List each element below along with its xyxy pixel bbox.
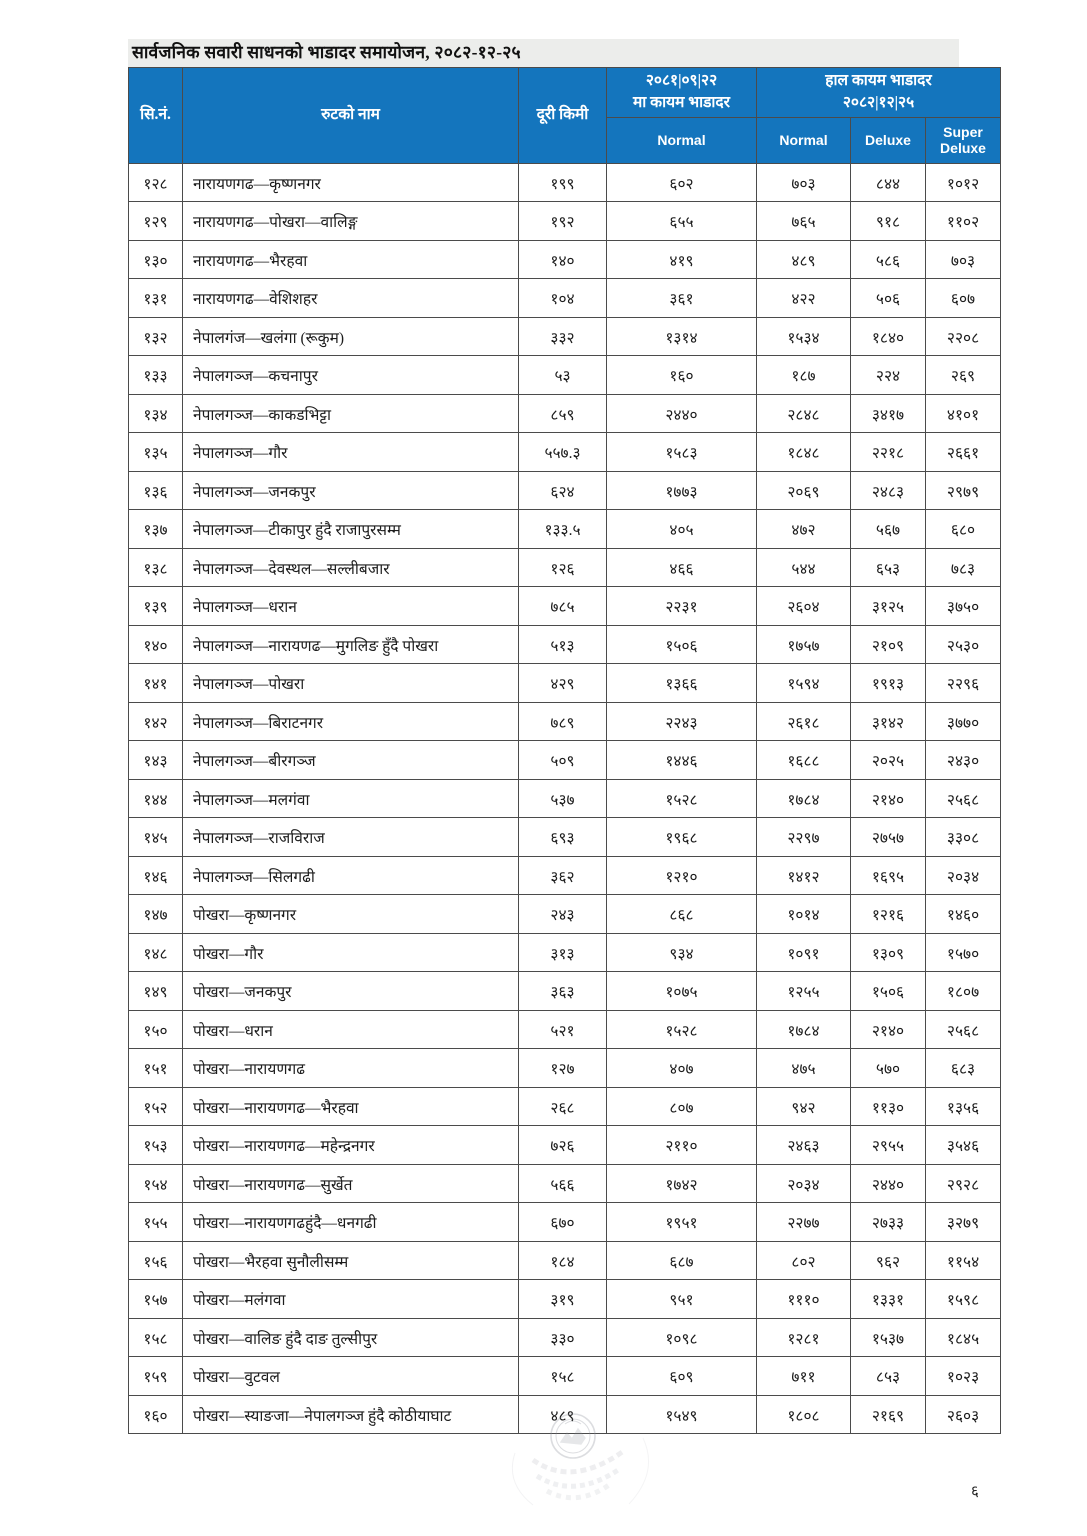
serial-number-cell: १५० bbox=[129, 1010, 183, 1049]
serial-number-cell: १५८ bbox=[129, 1318, 183, 1357]
table-row bbox=[129, 779, 1001, 818]
old-normal-fare-cell: १५२८ bbox=[607, 779, 757, 818]
route-name-cell: नेपालगञ्ज—नारायणढ—मुगलिङ हुँदै पोखरा bbox=[183, 625, 519, 664]
distance-cell: ३१३ bbox=[519, 933, 607, 972]
new-normal-fare-cell: २६०४ bbox=[757, 587, 851, 626]
new-fare-caption: हाल कायम भाडादर bbox=[825, 72, 932, 89]
route-name-cell: नारायणगढ—वेशिशहर bbox=[183, 279, 519, 318]
old-normal-fare-cell: १९५१ bbox=[607, 1203, 757, 1242]
old-normal-fare-cell: ३६१ bbox=[607, 279, 757, 318]
super-deluxe-fare-cell: ११५४ bbox=[926, 1241, 1001, 1280]
super-deluxe-fare-cell: १५७० bbox=[926, 933, 1001, 972]
old-normal-fare-cell: १०७५ bbox=[607, 972, 757, 1011]
old-normal-fare-cell: १९६८ bbox=[607, 818, 757, 857]
super-deluxe-fare-cell: २५६८ bbox=[926, 779, 1001, 818]
distance-cell: ६९३ bbox=[519, 818, 607, 857]
super-deluxe-fare-cell: २५६८ bbox=[926, 1010, 1001, 1049]
table-row bbox=[129, 972, 1001, 1011]
old-normal-fare-cell: ८०७ bbox=[607, 1087, 757, 1126]
new-normal-fare-cell: २६१८ bbox=[757, 702, 851, 741]
deluxe-fare-cell: ३१४२ bbox=[851, 702, 926, 741]
old-normal-fare-cell: १०९८ bbox=[607, 1318, 757, 1357]
super-deluxe-fare-cell: २६९ bbox=[926, 356, 1001, 395]
distance-cell: ६२४ bbox=[519, 471, 607, 510]
deluxe-fare-cell: २१४० bbox=[851, 779, 926, 818]
old-normal-fare-cell: १५२८ bbox=[607, 1010, 757, 1049]
serial-number-cell: १५६ bbox=[129, 1241, 183, 1280]
distance-cell: ४८९ bbox=[519, 1395, 607, 1434]
deluxe-fare-cell: ८५३ bbox=[851, 1357, 926, 1396]
serial-number-cell: १४९ bbox=[129, 972, 183, 1011]
route-name-cell: पोखरा—भैरहवा सुनौलीसम्म bbox=[183, 1241, 519, 1280]
old-normal-fare-cell: १४४६ bbox=[607, 741, 757, 780]
old-fare-caption: मा कायम भाडादर bbox=[633, 94, 730, 112]
distance-cell: ७२६ bbox=[519, 1126, 607, 1165]
new-normal-fare-cell: १७८४ bbox=[757, 779, 851, 818]
deluxe-fare-cell: ६५३ bbox=[851, 548, 926, 587]
table-row bbox=[129, 1203, 1001, 1242]
deluxe-fare-cell: २७३३ bbox=[851, 1203, 926, 1242]
route-name-cell: नेपालगंज—खलंगा (रूकुम) bbox=[183, 317, 519, 356]
route-name-cell: नेपालगञ्ज—धरान bbox=[183, 587, 519, 626]
old-normal-fare-cell: ४६६ bbox=[607, 548, 757, 587]
distance-cell: ३६३ bbox=[519, 972, 607, 1011]
serial-number-cell: १४० bbox=[129, 625, 183, 664]
deluxe-fare-cell: १५०६ bbox=[851, 972, 926, 1011]
table-row bbox=[129, 702, 1001, 741]
distance-cell: २४३ bbox=[519, 895, 607, 934]
new-normal-fare-cell: ४८९ bbox=[757, 240, 851, 279]
new-normal-fare-cell: १८०८ bbox=[757, 1395, 851, 1434]
new-normal-fare-cell: २८४८ bbox=[757, 394, 851, 433]
super-deluxe-fare-cell: १५९८ bbox=[926, 1280, 1001, 1319]
distance-cell: १९२ bbox=[519, 202, 607, 241]
old-normal-fare-cell: ४१९ bbox=[607, 240, 757, 279]
subheader-new-normal: Normal bbox=[757, 117, 851, 163]
super-deluxe-fare-cell: २२०८ bbox=[926, 317, 1001, 356]
table-row bbox=[129, 510, 1001, 549]
table-row bbox=[129, 1395, 1001, 1434]
new-normal-fare-cell: १८७ bbox=[757, 356, 851, 395]
super-deluxe-fare-cell: २६६१ bbox=[926, 433, 1001, 472]
distance-cell: १०४ bbox=[519, 279, 607, 318]
old-normal-fare-cell: ६०९ bbox=[607, 1357, 757, 1396]
distance-cell: ५३७ bbox=[519, 779, 607, 818]
old-normal-fare-cell: १७४२ bbox=[607, 1164, 757, 1203]
old-normal-fare-cell: १२१० bbox=[607, 856, 757, 895]
table-row bbox=[129, 587, 1001, 626]
route-name-cell: नेपालगञ्ज—राजविराज bbox=[183, 818, 519, 857]
super-deluxe-fare-cell: ७०३ bbox=[926, 240, 1001, 279]
table-body bbox=[129, 163, 1001, 1434]
deluxe-fare-cell: १८४० bbox=[851, 317, 926, 356]
old-normal-fare-cell: १५८३ bbox=[607, 433, 757, 472]
super-deluxe-fare-cell: ७८३ bbox=[926, 548, 1001, 587]
old-normal-fare-cell: १३१४ bbox=[607, 317, 757, 356]
column-header-old-fare-group bbox=[607, 68, 757, 118]
serial-number-cell: १४१ bbox=[129, 664, 183, 703]
old-fare-date: २०८१|०९|२२ bbox=[645, 72, 718, 89]
table-row bbox=[129, 625, 1001, 664]
route-name-cell: पोखरा—नारायणगढ—भैरहवा bbox=[183, 1087, 519, 1126]
table-row bbox=[129, 163, 1001, 202]
deluxe-fare-cell: १६९५ bbox=[851, 856, 926, 895]
serial-number-cell: १५४ bbox=[129, 1164, 183, 1203]
route-name-cell: नेपालगञ्ज—बिराटनगर bbox=[183, 702, 519, 741]
new-normal-fare-cell: १२८१ bbox=[757, 1318, 851, 1357]
route-name-cell: नारायणगढ—पोखरा—वालिङ्ग bbox=[183, 202, 519, 241]
serial-number-cell: १६० bbox=[129, 1395, 183, 1434]
table-row bbox=[129, 1357, 1001, 1396]
subheader-old-normal: Normal bbox=[607, 117, 757, 163]
new-normal-fare-cell: १०१४ bbox=[757, 895, 851, 934]
new-normal-fare-cell: १७८४ bbox=[757, 1010, 851, 1049]
new-normal-fare-cell: ४७२ bbox=[757, 510, 851, 549]
new-normal-fare-cell: १४१२ bbox=[757, 856, 851, 895]
super-deluxe-fare-cell: ६८० bbox=[926, 510, 1001, 549]
route-name-cell: पोखरा—धरान bbox=[183, 1010, 519, 1049]
deluxe-fare-cell: २१४० bbox=[851, 1010, 926, 1049]
column-header-serial: सि.नं. bbox=[129, 68, 183, 164]
deluxe-fare-cell: १५३७ bbox=[851, 1318, 926, 1357]
super-deluxe-fare-cell: १४६० bbox=[926, 895, 1001, 934]
table-row bbox=[129, 1126, 1001, 1165]
serial-number-cell: १३४ bbox=[129, 394, 183, 433]
new-normal-fare-cell: ९४२ bbox=[757, 1087, 851, 1126]
route-name-cell: नेपालगञ्ज—टीकापुर हुंदै राजापुरसम्म bbox=[183, 510, 519, 549]
distance-cell: ३१९ bbox=[519, 1280, 607, 1319]
route-name-cell: पोखरा—नारायणगढहुंदै—धनगढी bbox=[183, 1203, 519, 1242]
table-row bbox=[129, 1049, 1001, 1088]
table-row bbox=[129, 317, 1001, 356]
deluxe-fare-cell: १३३१ bbox=[851, 1280, 926, 1319]
deluxe-fare-cell: ५७० bbox=[851, 1049, 926, 1088]
new-normal-fare-cell: १११० bbox=[757, 1280, 851, 1319]
route-name-cell: पोखरा—कृष्णनगर bbox=[183, 895, 519, 934]
table-row bbox=[129, 202, 1001, 241]
route-name-cell: पोखरा—मलंगवा bbox=[183, 1280, 519, 1319]
table-row bbox=[129, 433, 1001, 472]
deluxe-fare-cell: ८४४ bbox=[851, 163, 926, 202]
old-normal-fare-cell: ६५५ bbox=[607, 202, 757, 241]
new-normal-fare-cell: २२९७ bbox=[757, 818, 851, 857]
deluxe-fare-cell: २०२५ bbox=[851, 741, 926, 780]
table-row bbox=[129, 1241, 1001, 1280]
new-normal-fare-cell: २०३४ bbox=[757, 1164, 851, 1203]
table-row bbox=[129, 279, 1001, 318]
super-deluxe-fare-cell: १०१२ bbox=[926, 163, 1001, 202]
deluxe-fare-cell: २१६९ bbox=[851, 1395, 926, 1434]
serial-number-cell: १५३ bbox=[129, 1126, 183, 1165]
super-deluxe-fare-cell: २०३४ bbox=[926, 856, 1001, 895]
super-deluxe-fare-cell: ११०२ bbox=[926, 202, 1001, 241]
fare-table bbox=[128, 67, 1001, 1434]
table-row bbox=[129, 471, 1001, 510]
serial-number-cell: १४४ bbox=[129, 779, 183, 818]
serial-number-cell: १५२ bbox=[129, 1087, 183, 1126]
table-row bbox=[129, 1164, 1001, 1203]
distance-cell: ८५९ bbox=[519, 394, 607, 433]
table-row bbox=[129, 933, 1001, 972]
distance-cell: ६७० bbox=[519, 1203, 607, 1242]
route-name-cell: नेपालगञ्ज—जनकपुर bbox=[183, 471, 519, 510]
serial-number-cell: १५५ bbox=[129, 1203, 183, 1242]
distance-cell: १४० bbox=[519, 240, 607, 279]
serial-number-cell: १४७ bbox=[129, 895, 183, 934]
new-normal-fare-cell: ७६५ bbox=[757, 202, 851, 241]
new-normal-fare-cell: १६८८ bbox=[757, 741, 851, 780]
old-normal-fare-cell: १६० bbox=[607, 356, 757, 395]
new-normal-fare-cell: २४६३ bbox=[757, 1126, 851, 1165]
column-header-distance: दूरी किमी bbox=[519, 68, 607, 164]
serial-number-cell: १४२ bbox=[129, 702, 183, 741]
deluxe-fare-cell: ५८६ bbox=[851, 240, 926, 279]
table-row bbox=[129, 1280, 1001, 1319]
distance-cell: ७८५ bbox=[519, 587, 607, 626]
deluxe-fare-cell: २४४० bbox=[851, 1164, 926, 1203]
super-deluxe-fare-cell: १८०७ bbox=[926, 972, 1001, 1011]
serial-number-cell: १४५ bbox=[129, 818, 183, 857]
super-deluxe-fare-cell: ६०७ bbox=[926, 279, 1001, 318]
column-header-route: रुटको नाम bbox=[183, 68, 519, 164]
old-normal-fare-cell: ९५१ bbox=[607, 1280, 757, 1319]
old-normal-fare-cell: ८६८ bbox=[607, 895, 757, 934]
deluxe-fare-cell: ९१८ bbox=[851, 202, 926, 241]
super-deluxe-fare-cell: २९२८ bbox=[926, 1164, 1001, 1203]
table-row bbox=[129, 548, 1001, 587]
subheader-deluxe: Deluxe bbox=[851, 117, 926, 163]
new-normal-fare-cell: १७५७ bbox=[757, 625, 851, 664]
distance-cell: ५६६ bbox=[519, 1164, 607, 1203]
deluxe-fare-cell: २२४ bbox=[851, 356, 926, 395]
new-normal-fare-cell: १८४८ bbox=[757, 433, 851, 472]
serial-number-cell: १५१ bbox=[129, 1049, 183, 1088]
new-normal-fare-cell: १५३४ bbox=[757, 317, 851, 356]
new-normal-fare-cell: १५९४ bbox=[757, 664, 851, 703]
table-row bbox=[129, 895, 1001, 934]
distance-cell: १२७ bbox=[519, 1049, 607, 1088]
super-deluxe-fare-cell: २६०३ bbox=[926, 1395, 1001, 1434]
deluxe-fare-cell: ५६७ bbox=[851, 510, 926, 549]
table-row bbox=[129, 856, 1001, 895]
table-row bbox=[129, 1318, 1001, 1357]
new-normal-fare-cell: ५४४ bbox=[757, 548, 851, 587]
distance-cell: ७८९ bbox=[519, 702, 607, 741]
deluxe-fare-cell: ५०६ bbox=[851, 279, 926, 318]
serial-number-cell: १४८ bbox=[129, 933, 183, 972]
new-normal-fare-cell: ४७५ bbox=[757, 1049, 851, 1088]
super-deluxe-fare-cell: ४१०१ bbox=[926, 394, 1001, 433]
deluxe-fare-cell: २२१८ bbox=[851, 433, 926, 472]
route-name-cell: पोखरा—जनकपुर bbox=[183, 972, 519, 1011]
serial-number-cell: १३८ bbox=[129, 548, 183, 587]
serial-number-cell: १३१ bbox=[129, 279, 183, 318]
new-normal-fare-cell: ८०२ bbox=[757, 1241, 851, 1280]
deluxe-fare-cell: ९६२ bbox=[851, 1241, 926, 1280]
distance-cell: ५३ bbox=[519, 356, 607, 395]
super-deluxe-fare-cell: ३५४६ bbox=[926, 1126, 1001, 1165]
serial-number-cell: १४६ bbox=[129, 856, 183, 895]
distance-cell: ५५७.३ bbox=[519, 433, 607, 472]
table-row bbox=[129, 664, 1001, 703]
super-deluxe-fare-cell: ३२७९ bbox=[926, 1203, 1001, 1242]
old-normal-fare-cell: २४४० bbox=[607, 394, 757, 433]
subheader-super-deluxe: Super Deluxe bbox=[926, 117, 1001, 163]
route-name-cell: पोखरा—वालिङ हुंदै दाङ तुल्सीपुर bbox=[183, 1318, 519, 1357]
fare-table-header bbox=[129, 68, 1001, 164]
serial-number-cell: १३५ bbox=[129, 433, 183, 472]
super-deluxe-fare-cell: ३७५० bbox=[926, 587, 1001, 626]
route-name-cell: नेपालगञ्ज—मलगंवा bbox=[183, 779, 519, 818]
deluxe-fare-cell: १२१६ bbox=[851, 895, 926, 934]
deluxe-fare-cell: २४८३ bbox=[851, 471, 926, 510]
route-name-cell: नेपालगञ्ज—बीरगञ्ज bbox=[183, 741, 519, 780]
distance-cell: २६८ bbox=[519, 1087, 607, 1126]
serial-number-cell: १३७ bbox=[129, 510, 183, 549]
route-name-cell: पोखरा—नारायणगढ—सुर्खेत bbox=[183, 1164, 519, 1203]
serial-number-cell: १३६ bbox=[129, 471, 183, 510]
route-name-cell: नारायणगढ—भैरहवा bbox=[183, 240, 519, 279]
old-normal-fare-cell: २२४३ bbox=[607, 702, 757, 741]
serial-number-cell: १२८ bbox=[129, 163, 183, 202]
serial-number-cell: १३० bbox=[129, 240, 183, 279]
distance-cell: ५१३ bbox=[519, 625, 607, 664]
super-deluxe-fare-cell: १८४५ bbox=[926, 1318, 1001, 1357]
column-header-new-fare-group bbox=[757, 68, 1001, 118]
serial-number-cell: १३२ bbox=[129, 317, 183, 356]
route-name-cell: नेपालगञ्ज—कचनापुर bbox=[183, 356, 519, 395]
new-normal-fare-cell: ४२२ bbox=[757, 279, 851, 318]
table-row bbox=[129, 240, 1001, 279]
table-row bbox=[129, 1010, 1001, 1049]
distance-cell: ३६२ bbox=[519, 856, 607, 895]
old-normal-fare-cell: १३६६ bbox=[607, 664, 757, 703]
serial-number-cell: १५७ bbox=[129, 1280, 183, 1319]
route-name-cell: नेपालगञ्ज—पोखरा bbox=[183, 664, 519, 703]
super-deluxe-fare-cell: १३५६ bbox=[926, 1087, 1001, 1126]
table-row bbox=[129, 818, 1001, 857]
page-number: ६ bbox=[971, 1484, 979, 1500]
new-normal-fare-cell: २०६९ bbox=[757, 471, 851, 510]
new-normal-fare-cell: १२५५ bbox=[757, 972, 851, 1011]
distance-cell: ३३० bbox=[519, 1318, 607, 1357]
super-deluxe-fare-cell: २२९६ bbox=[926, 664, 1001, 703]
serial-number-cell: १३३ bbox=[129, 356, 183, 395]
deluxe-fare-cell: २९५५ bbox=[851, 1126, 926, 1165]
old-normal-fare-cell: १७७३ bbox=[607, 471, 757, 510]
table-row bbox=[129, 394, 1001, 433]
old-normal-fare-cell: १५४९ bbox=[607, 1395, 757, 1434]
route-name-cell: नेपालगञ्ज—काकडभिट्टा bbox=[183, 394, 519, 433]
super-deluxe-fare-cell: ६८३ bbox=[926, 1049, 1001, 1088]
old-normal-fare-cell: १५०६ bbox=[607, 625, 757, 664]
distance-cell: ३३२ bbox=[519, 317, 607, 356]
route-name-cell: नेपालगञ्ज—सिलगढी bbox=[183, 856, 519, 895]
table-row bbox=[129, 1087, 1001, 1126]
route-name-cell: पोखरा—नारायणगढ—महेन्द्रनगर bbox=[183, 1126, 519, 1165]
old-normal-fare-cell: २११० bbox=[607, 1126, 757, 1165]
distance-cell: १८४ bbox=[519, 1241, 607, 1280]
super-deluxe-fare-cell: ३३०८ bbox=[926, 818, 1001, 857]
old-normal-fare-cell: ९३४ bbox=[607, 933, 757, 972]
route-name-cell: नारायणगढ—कृष्णनगर bbox=[183, 163, 519, 202]
page-title: सार्वजनिक सवारी साधनको भाडादर समायोजन, २०८२-१२-२५ bbox=[132, 42, 521, 62]
serial-number-cell: १२९ bbox=[129, 202, 183, 241]
super-deluxe-fare-cell: १०२३ bbox=[926, 1357, 1001, 1396]
route-name-cell: नेपालगञ्ज—गौर bbox=[183, 433, 519, 472]
distance-cell: १३३.५ bbox=[519, 510, 607, 549]
old-normal-fare-cell: ६८७ bbox=[607, 1241, 757, 1280]
super-deluxe-fare-cell: २४३० bbox=[926, 741, 1001, 780]
new-normal-fare-cell: २२७७ bbox=[757, 1203, 851, 1242]
super-deluxe-fare-cell: ३७७० bbox=[926, 702, 1001, 741]
new-fare-date: २०८२|१२|२५ bbox=[842, 94, 915, 112]
new-normal-fare-cell: ७०३ bbox=[757, 163, 851, 202]
distance-cell: १९९ bbox=[519, 163, 607, 202]
distance-cell: १५८ bbox=[519, 1357, 607, 1396]
deluxe-fare-cell: १३०९ bbox=[851, 933, 926, 972]
super-deluxe-fare-cell: २९७९ bbox=[926, 471, 1001, 510]
old-normal-fare-cell: ४०७ bbox=[607, 1049, 757, 1088]
old-normal-fare-cell: ४०५ bbox=[607, 510, 757, 549]
serial-number-cell: १५९ bbox=[129, 1357, 183, 1396]
deluxe-fare-cell: ११३० bbox=[851, 1087, 926, 1126]
deluxe-fare-cell: ३१२५ bbox=[851, 587, 926, 626]
new-normal-fare-cell: ७११ bbox=[757, 1357, 851, 1396]
route-name-cell: पोखरा—गौर bbox=[183, 933, 519, 972]
distance-cell: ५२१ bbox=[519, 1010, 607, 1049]
table-row bbox=[129, 356, 1001, 395]
distance-cell: ४२९ bbox=[519, 664, 607, 703]
deluxe-fare-cell: ३४१७ bbox=[851, 394, 926, 433]
serial-number-cell: १३९ bbox=[129, 587, 183, 626]
serial-number-cell: १४३ bbox=[129, 741, 183, 780]
table-row bbox=[129, 741, 1001, 780]
distance-cell: १२६ bbox=[519, 548, 607, 587]
old-normal-fare-cell: २२३१ bbox=[607, 587, 757, 626]
distance-cell: ५०९ bbox=[519, 741, 607, 780]
old-normal-fare-cell: ६०२ bbox=[607, 163, 757, 202]
super-deluxe-fare-cell: २५३० bbox=[926, 625, 1001, 664]
deluxe-fare-cell: २७५७ bbox=[851, 818, 926, 857]
route-name-cell: पोखरा—स्याङजा—नेपालगञ्ज हुंदै कोठीयाघाट bbox=[183, 1395, 519, 1434]
route-name-cell: पोखरा—वुटवल bbox=[183, 1357, 519, 1396]
deluxe-fare-cell: २१०९ bbox=[851, 625, 926, 664]
route-name-cell: नेपालगञ्ज—देवस्थल—सल्लीबजार bbox=[183, 548, 519, 587]
route-name-cell: पोखरा—नारायणगढ bbox=[183, 1049, 519, 1088]
new-normal-fare-cell: १०९१ bbox=[757, 933, 851, 972]
deluxe-fare-cell: १९१३ bbox=[851, 664, 926, 703]
